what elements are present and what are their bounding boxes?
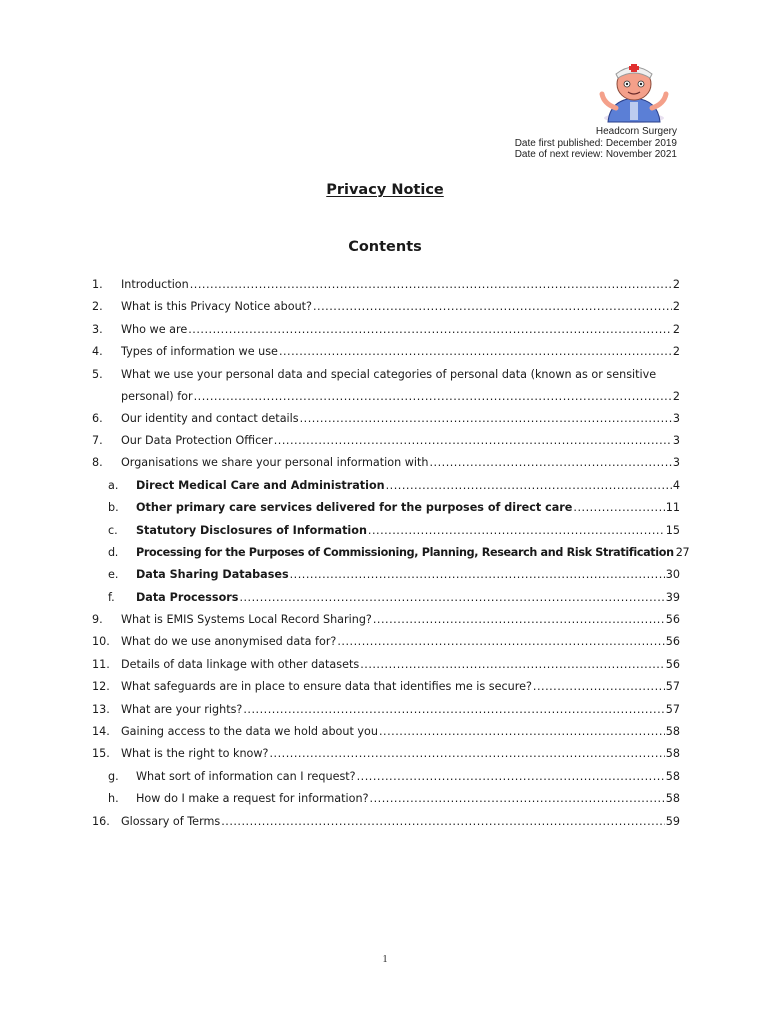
toc-entry[interactable] — [92, 430, 680, 452]
toc-entry-number: 9. — [92, 613, 103, 627]
toc-subentry[interactable] — [92, 520, 680, 542]
toc-entry-number: 3. — [92, 322, 103, 336]
toc-entry-number: 10. — [92, 635, 110, 649]
toc-entry-label: Other primary care services delivered for the purposes of direct care — [136, 501, 573, 515]
contents-heading: Contents — [348, 239, 422, 255]
toc-entry-label: Data Processors — [136, 590, 239, 604]
toc-entry-page: 39 — [665, 590, 680, 604]
toc-entry[interactable] — [92, 296, 680, 318]
table-of-contents — [92, 274, 690, 833]
toc-entry-label: What is EMIS Systems Local Record Sharing? — [121, 613, 372, 627]
toc-entry-number: 8. — [92, 456, 103, 470]
toc-entry-page: 59 — [665, 814, 680, 828]
toc-entry-page: 3 — [672, 433, 680, 447]
toc-entry-number: g. — [108, 769, 119, 783]
practice-name: Headcorn Surgery — [595, 126, 677, 137]
toc-entry-page: 58 — [665, 769, 680, 783]
toc-subentry[interactable] — [92, 587, 680, 609]
toc-entry-number: 16. — [92, 814, 110, 828]
toc-entry-page: 4 — [672, 478, 680, 492]
toc-entry-label: What sort of information can I request? — [136, 769, 356, 783]
toc-subentry[interactable] — [92, 497, 680, 519]
toc-entry-number: e. — [108, 568, 119, 582]
toc-entry-number: h. — [108, 792, 119, 806]
toc-entry-label: What is the right to know? — [121, 747, 269, 761]
toc-entry-page: 2 — [672, 300, 680, 314]
toc-entry-label-line1: What we use your personal data and special categories of personal data (known as or sensitive — [121, 367, 657, 381]
toc-entry-label: Processing for the Purposes of Commissioning, Planning, Research and Risk Stratification — [136, 545, 674, 559]
toc-entry-page: 56 — [665, 657, 680, 671]
toc-subentry[interactable] — [92, 542, 690, 564]
toc-entry-number: c. — [108, 523, 118, 537]
toc-entry-page: 30 — [665, 568, 680, 582]
toc-entry[interactable] — [92, 743, 680, 765]
toc-entry[interactable] — [92, 721, 680, 743]
toc-entry-page: 58 — [665, 747, 680, 761]
toc-entry-label: Introduction — [121, 278, 189, 291]
toc-entry[interactable] — [92, 319, 680, 341]
toc-entry[interactable] — [92, 274, 680, 296]
toc-entry[interactable] — [92, 452, 680, 474]
toc-subentry[interactable] — [92, 788, 680, 810]
toc-entry-label: Organisations we share your personal information with — [121, 456, 429, 470]
toc-entry-page: 56 — [665, 613, 680, 627]
toc-entry-label: Data Sharing Databases — [136, 568, 289, 582]
toc-entry-number: a. — [108, 478, 119, 492]
toc-entry-label: Our Data Protection Officer — [121, 433, 273, 447]
toc-entry-number: 4. — [92, 345, 103, 359]
toc-entry-number: 12. — [92, 680, 110, 694]
toc-entry-page: 2 — [672, 278, 680, 291]
toc-entry-label: What safeguards are in place to ensure data that identifies me is secure? — [121, 680, 532, 694]
toc-entry[interactable] — [92, 654, 680, 676]
toc-subentry[interactable] — [92, 475, 680, 497]
toc-entry[interactable] — [92, 676, 680, 698]
toc-entry-number: 1. — [92, 278, 103, 291]
toc-entry-number: b. — [108, 501, 119, 515]
toc-entry-page: 58 — [665, 725, 680, 739]
date-published: Date first published: December 2019 — [514, 137, 677, 149]
toc-entry-page: 57 — [665, 680, 680, 694]
toc-entry-label: Gaining access to the data we hold about you — [121, 725, 378, 739]
toc-entry-number: 2. — [92, 300, 103, 314]
toc-entry-number: 15. — [92, 747, 110, 761]
toc-entry-page: 15 — [665, 523, 680, 537]
toc-entry[interactable] — [92, 811, 680, 833]
toc-entry-label: How do I make a request for information? — [136, 792, 369, 806]
toc-entry-label: What are your rights? — [121, 702, 243, 716]
toc-entry-number: f. — [108, 590, 115, 604]
surgery-logo — [594, 60, 676, 124]
page-number: 1 — [382, 954, 388, 965]
toc-entry-number: 14. — [92, 725, 110, 739]
toc-entry-page: 2 — [672, 322, 680, 336]
toc-entry-page: 56 — [665, 635, 680, 649]
toc-entry[interactable] — [92, 609, 680, 631]
toc-entry-number: 6. — [92, 411, 103, 425]
toc-entry-number: d. — [108, 545, 118, 559]
toc-entry-number: 13. — [92, 702, 110, 716]
toc-entry-label: Glossary of Terms — [121, 814, 221, 828]
date-review: Date of next review: November 2021 — [514, 149, 677, 160]
toc-entry-label: Statutory Disclosures of Information — [136, 523, 367, 537]
toc-entry[interactable] — [92, 699, 680, 721]
toc-entry-page: 27 — [675, 545, 690, 559]
toc-entry-label: What is this Privacy Notice about? — [121, 300, 312, 314]
document-meta — [515, 126, 677, 161]
toc-entry[interactable] — [92, 631, 680, 653]
document-title: Privacy Notice — [326, 182, 444, 198]
toc-entry-page: 3 — [672, 456, 680, 470]
toc-entry-page: 2 — [672, 389, 680, 403]
toc-entry-page: 3 — [672, 411, 680, 425]
toc-entry-page: 58 — [665, 792, 680, 806]
toc-entry[interactable] — [92, 408, 680, 430]
toc-entry-page: 11 — [665, 501, 680, 515]
toc-entry-page: 57 — [665, 702, 680, 716]
toc-entry-label: Our identity and contact details — [121, 411, 299, 425]
toc-entry-label: Types of information we use — [121, 345, 278, 359]
toc-entry-label: What do we use anonymised data for? — [121, 635, 337, 649]
toc-subentry[interactable] — [92, 766, 680, 788]
toc-entry-label: Who we are — [121, 322, 188, 336]
toc-entry[interactable] — [92, 341, 680, 363]
toc-entry-number: 5. — [92, 367, 103, 381]
toc-entry-number: 7. — [92, 433, 103, 447]
toc-entry-label: Details of data linkage with other datasets — [121, 657, 360, 671]
toc-subentry[interactable] — [92, 564, 680, 586]
toc-entry[interactable] — [92, 364, 680, 408]
toc-entry-label: Direct Medical Care and Administration — [136, 478, 385, 492]
toc-entry-label: personal) for — [121, 389, 193, 403]
toc-entry-number: 11. — [92, 657, 110, 671]
toc-entry-page: 2 — [672, 345, 680, 359]
